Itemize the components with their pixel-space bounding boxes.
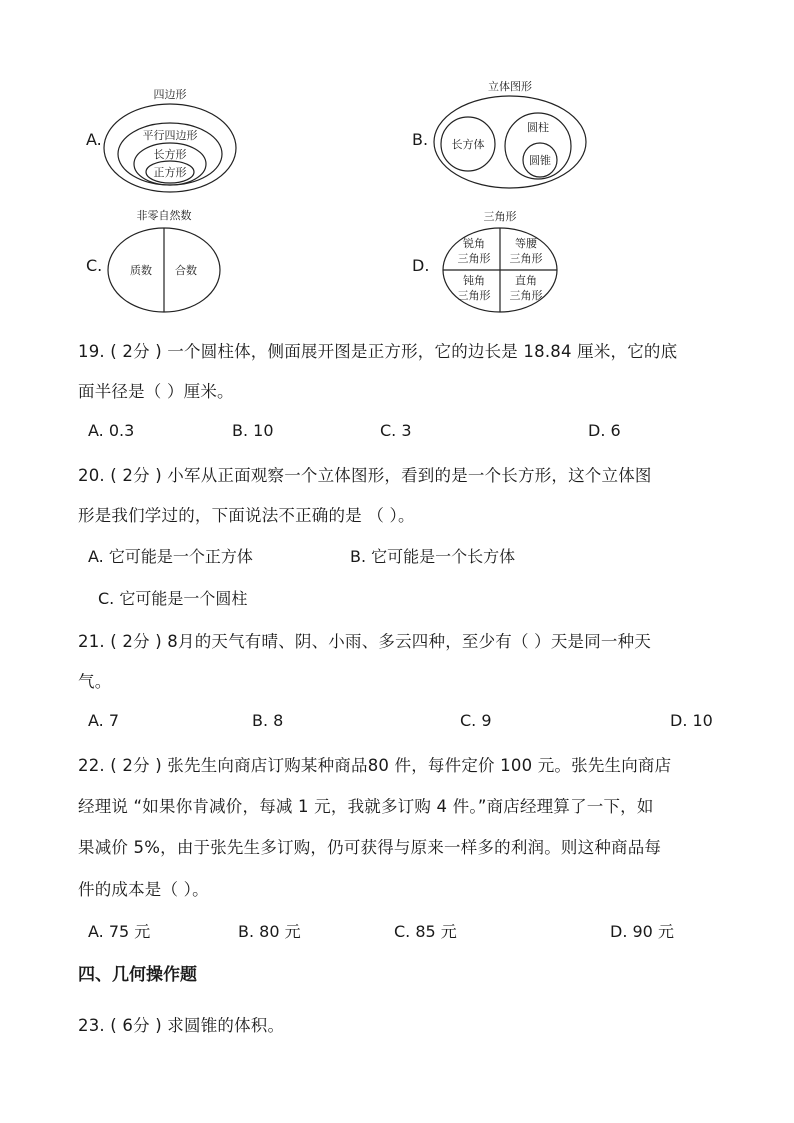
q19-option-c[interactable]: C. 3 — [380, 421, 412, 440]
diagram-a-outer-label: 四边形 — [153, 88, 187, 101]
q20-option-a[interactable]: A. 它可能是一个正方体 — [88, 547, 253, 566]
diagram-a-inner-label: 长方形 — [153, 148, 187, 161]
q22-text-line3: 果减价 5%，由于张先生多订购，仍可获得与原来一样多的利润。则这种商品每 — [78, 838, 662, 857]
diagram-d-triangles — [440, 208, 560, 314]
diagram-b-left-label: 长方体 — [451, 138, 485, 151]
diagram-d-bl-line2: 三角形 — [457, 289, 491, 302]
diagram-b-right-inner-label: 圆锥 — [529, 154, 551, 167]
diagram-d-title: 三角形 — [483, 210, 517, 223]
diagram-b-solids-venn — [430, 78, 590, 196]
q20-option-b[interactable]: B. 它可能是一个长方体 — [350, 547, 516, 566]
q21-text-line1: 21. ( 2分 ) 8月的天气有晴、阴、小雨、多云四种，至少有（ ）天是同一种天 — [78, 632, 652, 651]
diagram-d-br-line2: 三角形 — [509, 289, 543, 302]
q21-option-a[interactable]: A. 7 — [88, 711, 120, 730]
q19-text-line1: 19. ( 2分 ) 一个圆柱体，侧面展开图是正方形，它的边长是 18.84 厘米，它的底 — [78, 342, 678, 361]
diagram-d-tr-line1: 等腰 — [515, 237, 537, 250]
q22-option-b[interactable]: B. 80 元 — [238, 922, 301, 941]
q19-option-d[interactable]: D. 6 — [588, 421, 621, 440]
diagram-b-outer-label: 立体图形 — [488, 80, 532, 93]
q19-option-a[interactable]: A. 0.3 — [88, 421, 135, 440]
diagram-a-middle-label: 平行四边形 — [142, 129, 198, 142]
q20-option-c[interactable]: C. 它可能是一个圆柱 — [98, 589, 248, 608]
q19-text-line2: 面半径是（ ）厘米。 — [78, 382, 234, 401]
diagram-b-right-top-label: 圆柱 — [527, 121, 549, 134]
diagram-d-tl-line2: 三角形 — [457, 252, 491, 265]
q22-text-line2: 经理说 “如果你肯减价，每减 1 元，我就多订购 4 件。”商店经理算了一下，如 — [78, 797, 654, 816]
diagram-a-core-label: 正方形 — [153, 166, 187, 179]
q22-option-a[interactable]: A. 75 元 — [88, 922, 151, 941]
q21-text-line2: 气。 — [78, 672, 112, 691]
q23-text-line1: 23. ( 6分 ) 求圆锥的体积。 — [78, 1016, 285, 1035]
option-c-label: C. — [86, 256, 103, 275]
q22-option-c[interactable]: C. 85 元 — [394, 922, 457, 941]
diagram-c-left-label: 质数 — [130, 264, 152, 277]
option-a-label: A. — [86, 130, 102, 149]
q19-option-b[interactable]: B. 10 — [232, 421, 274, 440]
diagram-d-tl-line1: 锐角 — [463, 237, 485, 250]
diagram-c-title: 非零自然数 — [136, 209, 192, 222]
q22-text-line4: 件的成本是（ ）。 — [78, 880, 209, 899]
option-b-label: B. — [412, 130, 429, 149]
option-d-label: D. — [412, 256, 430, 275]
q22-option-d[interactable]: D. 90 元 — [610, 922, 674, 941]
diagram-c-right-label: 合数 — [175, 264, 197, 277]
q21-option-c[interactable]: C. 9 — [460, 711, 492, 730]
q21-option-b[interactable]: B. 8 — [252, 711, 284, 730]
section-heading: 四、几何操作题 — [78, 965, 197, 985]
q21-option-d[interactable]: D. 10 — [670, 711, 713, 730]
diagram-c-natural-numbers — [106, 206, 224, 316]
diagram-d-tr-line2: 三角形 — [509, 252, 543, 265]
q20-text-line2: 形是我们学过的，下面说法不正确的是 （ ）。 — [78, 506, 415, 525]
q20-text-line1: 20. ( 2分 ) 小军从正面观察一个立体图形，看到的是一个长方形，这个立体图 — [78, 466, 652, 485]
diagram-a-quadrilateral-venn — [100, 84, 245, 196]
q22-text-line1: 22. ( 2分 ) 张先生向商店订购某种商品80 件，每件定价 100 元。张先生向商店 — [78, 756, 672, 775]
diagram-d-br-line1: 直角 — [515, 274, 537, 287]
diagram-d-bl-line1: 钝角 — [463, 274, 485, 287]
